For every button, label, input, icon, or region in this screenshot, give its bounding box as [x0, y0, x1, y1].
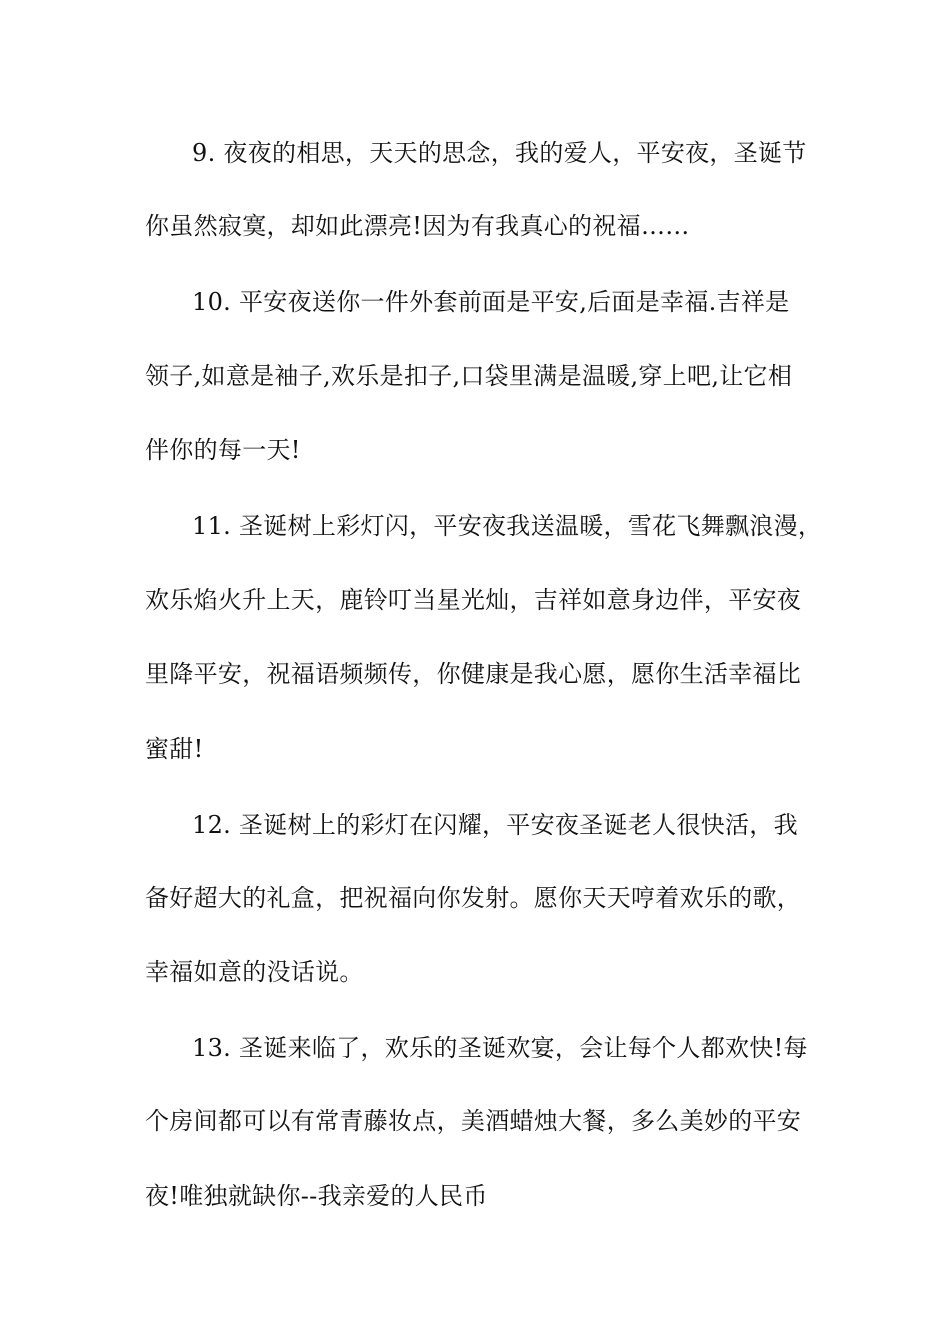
paragraph-line: 幸福如意的没话说。 — [145, 958, 364, 986]
paragraph-line: 个房间都可以有常青藤妆点，美酒蜡烛大餐，多么美妙的平安 — [145, 1107, 802, 1135]
paragraph-line: 夜!唯独就缺你--我亲爱的人民币 — [145, 1182, 488, 1210]
paragraph-line: 9. 夜夜的相思，天天的思念，我的爱人，平安夜，圣诞节 — [192, 139, 807, 167]
paragraph-line: 11. 圣诞树上彩灯闪，平安夜我送温暖，雪花飞舞飘浪漫， — [192, 512, 823, 540]
paragraph-line: 里降平安，祝福语频频传，你健康是我心愿，愿你生活幸福比 — [145, 660, 802, 688]
paragraph-line: 你虽然寂寞，却如此漂亮!因为有我真心的祝福…… — [145, 212, 690, 240]
paragraph-line: 备好超大的礼盒，把祝福向你发射。愿你天天哼着欢乐的歌， — [145, 884, 802, 912]
paragraph-line: 欢乐焰火升上天，鹿铃叮当星光灿，吉祥如意身边伴，平安夜 — [145, 586, 802, 614]
paragraph-line: 10. 平安夜送你一件外套前面是平安,后面是幸福.吉祥是 — [192, 288, 790, 316]
paragraph-line: 13. 圣诞来临了，欢乐的圣诞欢宴，会让每个人都欢快!每 — [192, 1034, 808, 1062]
paragraph-line: 蜜甜! — [145, 735, 204, 763]
paragraph-line: 伴你的每一天! — [145, 436, 301, 464]
paragraph-line: 领子,如意是袖子,欢乐是扣子,口袋里满是温暖,穿上吧,让它相 — [145, 362, 793, 390]
paragraph-line: 12. 圣诞树上的彩灯在闪耀，平安夜圣诞老人很快活，我 — [192, 811, 798, 839]
